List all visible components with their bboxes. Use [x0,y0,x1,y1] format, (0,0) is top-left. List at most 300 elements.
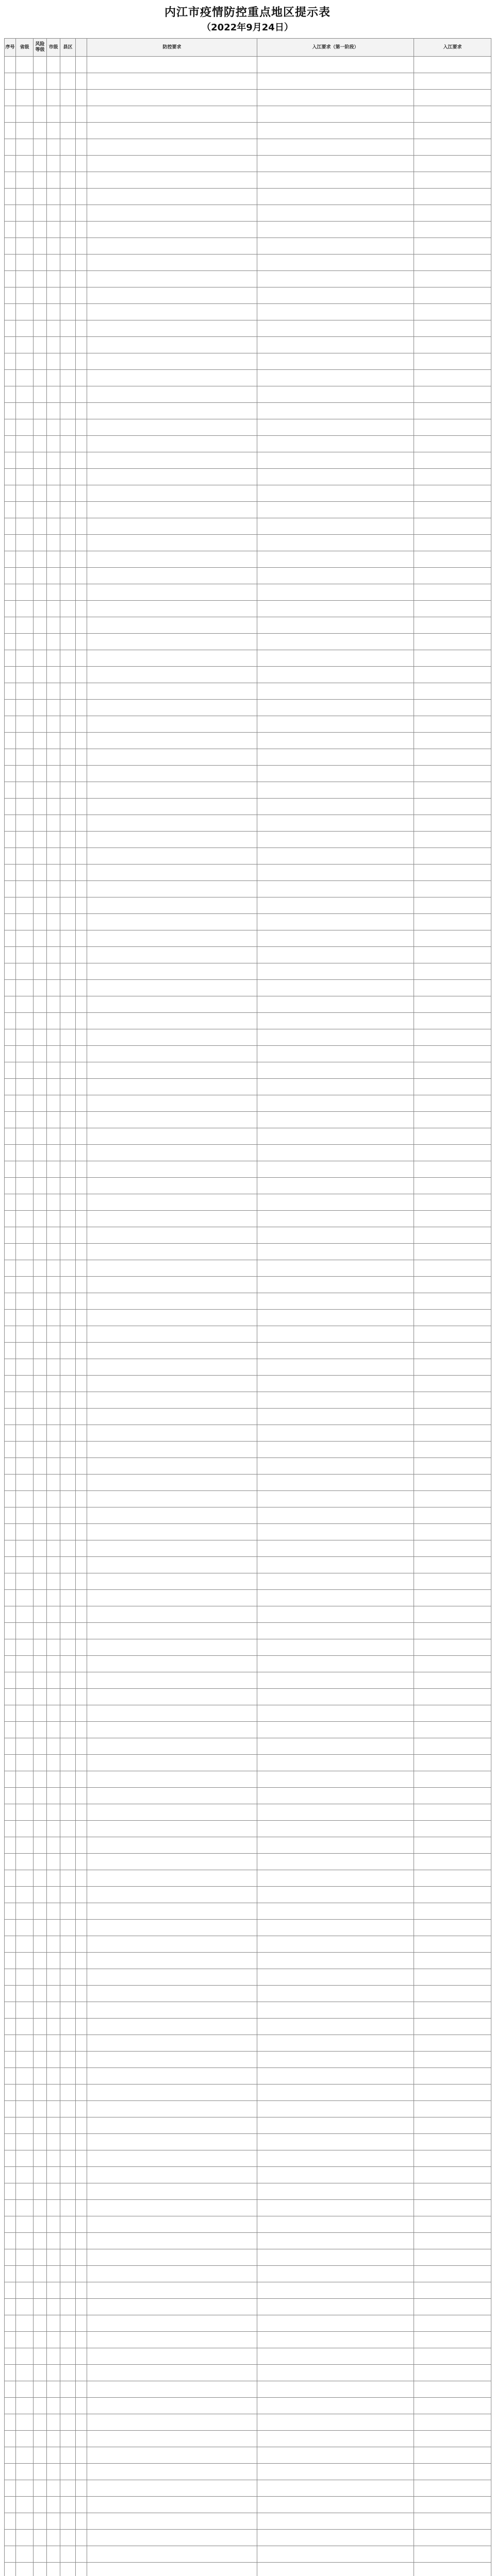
cell-entry-requirements [414,1029,491,1046]
table-row [5,2299,491,2315]
cell-entry-requirements-phase-one [257,57,414,73]
cell-control-measures [87,1128,257,1145]
cell-extra [76,1095,87,1112]
cell-entry-requirements-phase-one [257,930,414,947]
cell-index [5,238,16,255]
cell-entry-requirements-phase-one [257,156,414,172]
cell-entry-requirements [414,1227,491,1244]
cell-entry-requirements [414,2546,491,2563]
cell-extra [76,370,87,386]
cell-entry-requirements-phase-one [257,1606,414,1623]
table-row [5,914,491,930]
cell-entry-requirements [414,386,491,403]
cell-risk-level [34,1788,47,1804]
table-row [5,1310,491,1326]
cell-extra [76,2134,87,2150]
cell-city [47,1854,60,1870]
table-row [5,1211,491,1227]
cell-city [47,2150,60,2167]
table-row [5,1293,491,1310]
cell-province [16,568,34,584]
cell-control-measures [87,1491,257,1507]
cell-city [47,353,60,370]
cell-risk-level [34,1343,47,1359]
cell-risk-level [34,2002,47,2019]
cell-index [5,2480,16,2497]
table-row [5,419,491,436]
cell-risk-level [34,1606,47,1623]
cell-province [16,1986,34,2002]
cell-entry-requirements-phase-one [257,1326,414,1343]
cell-province [16,1227,34,1244]
cell-risk-level [34,172,47,189]
cell-entry-requirements [414,1079,491,1095]
cell-control-measures [87,370,257,386]
cell-entry-requirements-phase-one [257,320,414,337]
cell-control-measures [87,452,257,469]
cell-risk-level [34,518,47,535]
cell-entry-requirements [414,1277,491,1293]
cell-extra [76,2513,87,2530]
cell-entry-requirements [414,2117,491,2134]
cell-province [16,1277,34,1293]
cell-entry-requirements-phase-one [257,848,414,865]
cell-entry-requirements-phase-one [257,1310,414,1326]
cell-extra [76,1079,87,1095]
cell-control-measures [87,1722,257,1738]
cell-index [5,1409,16,1425]
cell-entry-requirements [414,2530,491,2546]
cell-entry-requirements-phase-one [257,1062,414,1079]
cell-province [16,205,34,222]
cell-county [60,1013,76,1029]
cell-province [16,2035,34,2052]
cell-city [47,1771,60,1788]
cell-city [47,782,60,799]
cell-province [16,2167,34,2183]
cell-province [16,2052,34,2068]
cell-risk-level [34,1936,47,1953]
table-row [5,1524,491,1540]
cell-control-measures [87,1623,257,1639]
cell-county [60,1227,76,1244]
cell-extra [76,1326,87,1343]
cell-county [60,1046,76,1062]
cell-entry-requirements-phase-one [257,304,414,320]
cell-index [5,865,16,881]
table-row [5,1540,491,1557]
cell-entry-requirements-phase-one [257,2414,414,2431]
cell-extra [76,634,87,650]
cell-county [60,683,76,700]
cell-index [5,1870,16,1887]
cell-entry-requirements-phase-one [257,1755,414,1771]
cell-index [5,2249,16,2266]
cell-entry-requirements [414,2216,491,2233]
table-row [5,1013,491,1029]
cell-city [47,1326,60,1343]
cell-control-measures [87,716,257,733]
cell-entry-requirements-phase-one [257,716,414,733]
cell-entry-requirements [414,1409,491,1425]
cell-province [16,749,34,766]
cell-index [5,601,16,617]
cell-entry-requirements-phase-one [257,584,414,601]
cell-risk-level [34,568,47,584]
cell-control-measures [87,1046,257,1062]
cell-control-measures [87,304,257,320]
cell-county [60,271,76,287]
cell-extra [76,2315,87,2332]
cell-risk-level [34,304,47,320]
cell-province [16,1491,34,1507]
cell-risk-level [34,2052,47,2068]
cell-index [5,1689,16,1705]
cell-county [60,485,76,502]
cell-risk-level [34,1029,47,1046]
cell-entry-requirements [414,222,491,238]
cell-city [47,2134,60,2150]
cell-province [16,2002,34,2019]
cell-county [60,584,76,601]
cell-city [47,2249,60,2266]
cell-index [5,1046,16,1062]
cell-extra [76,1475,87,1491]
table-row [5,2068,491,2084]
cell-province [16,1425,34,1442]
cell-province [16,1689,34,1705]
cell-index [5,1425,16,1442]
cell-entry-requirements-phase-one [257,1920,414,1936]
cell-entry-requirements-phase-one [257,337,414,353]
cell-entry-requirements-phase-one [257,2134,414,2150]
cell-province [16,947,34,963]
cell-county [60,2150,76,2167]
cell-city [47,2530,60,2546]
cell-entry-requirements-phase-one [257,1475,414,1491]
cell-county [60,2464,76,2480]
table-row [5,1376,491,1392]
cell-province [16,1376,34,1392]
table-row [5,1491,491,1507]
cell-extra [76,106,87,123]
cell-index [5,1359,16,1376]
cell-risk-level [34,914,47,930]
cell-entry-requirements [414,156,491,172]
cell-extra [76,2249,87,2266]
cell-county [60,1557,76,1573]
cell-city [47,386,60,403]
table-row [5,2365,491,2381]
cell-entry-requirements-phase-one [257,1112,414,1128]
cell-city [47,156,60,172]
cell-extra [76,1837,87,1854]
cell-county [60,1953,76,1969]
cell-county [60,1458,76,1475]
cell-city [47,766,60,782]
cell-city [47,897,60,914]
cell-entry-requirements [414,1112,491,1128]
table-row [5,2315,491,2332]
cell-risk-level [34,2019,47,2035]
cell-control-measures [87,1211,257,1227]
cell-county [60,1507,76,1524]
cell-index [5,2068,16,2084]
cell-index [5,287,16,304]
cell-entry-requirements-phase-one [257,1392,414,1409]
cell-control-measures [87,1376,257,1392]
table-row [5,2101,491,2117]
cell-index [5,2513,16,2530]
cell-province [16,848,34,865]
cell-risk-level [34,650,47,667]
cell-risk-level [34,1359,47,1376]
cell-county [60,963,76,980]
cell-entry-requirements [414,353,491,370]
cell-province [16,799,34,815]
cell-province [16,1953,34,1969]
cell-extra [76,897,87,914]
cell-city [47,2052,60,2068]
cell-province [16,255,34,271]
cell-province [16,2150,34,2167]
cell-county [60,1821,76,1837]
cell-entry-requirements [414,2315,491,2332]
column-header-index: 序号 [5,39,16,57]
cell-risk-level [34,1013,47,1029]
cell-city [47,683,60,700]
table-body [5,57,491,2576]
cell-risk-level [34,1458,47,1475]
cell-entry-requirements [414,1788,491,1804]
table-row [5,897,491,914]
cell-city [47,2233,60,2249]
cell-control-measures [87,601,257,617]
cell-risk-level [34,2513,47,2530]
cell-extra [76,2052,87,2068]
table-row [5,2447,491,2464]
cell-index [5,1821,16,1837]
cell-control-measures [87,1326,257,1343]
cell-entry-requirements-phase-one [257,1557,414,1573]
cell-province [16,1343,34,1359]
cell-province [16,1623,34,1639]
cell-entry-requirements [414,1310,491,1326]
cell-county [60,1211,76,1227]
cell-risk-level [34,2447,47,2464]
cell-city [47,1458,60,1475]
cell-entry-requirements-phase-one [257,1821,414,1837]
table-row [5,485,491,502]
cell-entry-requirements [414,733,491,749]
cell-entry-requirements-phase-one [257,601,414,617]
cell-entry-requirements [414,1821,491,1837]
cell-county [60,1870,76,1887]
cell-extra [76,205,87,222]
cell-city [47,947,60,963]
cell-control-measures [87,1062,257,1079]
cell-entry-requirements [414,2282,491,2299]
cell-province [16,436,34,452]
cell-city [47,1178,60,1194]
cell-index [5,1161,16,1178]
cell-entry-requirements-phase-one [257,436,414,452]
cell-entry-requirements-phase-one [257,2431,414,2447]
cell-index [5,749,16,766]
cell-province [16,271,34,287]
cell-control-measures [87,2513,257,2530]
cell-city [47,1672,60,1689]
cell-index [5,766,16,782]
cell-county [60,2117,76,2134]
cell-control-measures [87,2216,257,2233]
cell-entry-requirements-phase-one [257,617,414,634]
table-row [5,1969,491,1986]
table-row [5,2381,491,2398]
cell-risk-level [34,1870,47,1887]
cell-control-measures [87,2546,257,2563]
cell-province [16,2266,34,2282]
cell-control-measures [87,222,257,238]
cell-province [16,1392,34,1409]
table-row [5,452,491,469]
cell-county [60,733,76,749]
cell-risk-level [34,1854,47,1870]
cell-extra [76,2084,87,2101]
cell-extra [76,2299,87,2315]
cell-control-measures [87,996,257,1013]
cell-city [47,2513,60,2530]
cell-extra [76,2167,87,2183]
cell-entry-requirements [414,980,491,996]
cell-entry-requirements [414,848,491,865]
table-row [5,1343,491,1359]
cell-entry-requirements [414,1590,491,1606]
cell-city [47,1475,60,1491]
table-row [5,601,491,617]
cell-county [60,1689,76,1705]
table-row [5,2200,491,2216]
cell-entry-requirements-phase-one [257,963,414,980]
cell-extra [76,1639,87,1656]
cell-control-measures [87,2052,257,2068]
cell-control-measures [87,667,257,683]
cell-county [60,1656,76,1672]
cell-entry-requirements [414,2563,491,2576]
cell-extra [76,337,87,353]
cell-risk-level [34,634,47,650]
cell-index [5,485,16,502]
cell-entry-requirements-phase-one [257,123,414,139]
cell-entry-requirements-phase-one [257,815,414,832]
table-row [5,1986,491,2002]
cell-extra [76,716,87,733]
cell-province [16,2101,34,2117]
cell-entry-requirements-phase-one [257,1705,414,1722]
cell-extra [76,1920,87,1936]
cell-extra [76,832,87,848]
cell-risk-level [34,2563,47,2576]
cell-entry-requirements [414,2464,491,2480]
table-row [5,1442,491,1458]
cell-city [47,568,60,584]
cell-extra [76,1211,87,1227]
cell-province [16,419,34,436]
cell-risk-level [34,287,47,304]
cell-index [5,832,16,848]
document-header [4,4,491,34]
cell-province [16,1672,34,1689]
cell-extra [76,535,87,551]
cell-control-measures [87,584,257,601]
cell-control-measures [87,1409,257,1425]
cell-entry-requirements-phase-one [257,1376,414,1392]
cell-index [5,650,16,667]
cell-risk-level [34,1705,47,1722]
cell-risk-level [34,1590,47,1606]
table-row [5,2216,491,2233]
cell-county [60,189,76,205]
cell-county [60,897,76,914]
cell-control-measures [87,2563,257,2576]
cell-entry-requirements-phase-one [257,2365,414,2381]
cell-extra [76,2019,87,2035]
cell-extra [76,238,87,255]
cell-county [60,2068,76,2084]
cell-risk-level [34,897,47,914]
document-date: （2022年9月24日） [202,22,293,33]
cell-extra [76,1788,87,1804]
table-row [5,1557,491,1573]
table-row [5,551,491,568]
cell-risk-level [34,617,47,634]
table-row [5,2266,491,2282]
cell-extra [76,1755,87,1771]
table-row [5,2117,491,2134]
cell-extra [76,1557,87,1573]
cell-entry-requirements-phase-one [257,1359,414,1376]
cell-county [60,1788,76,1804]
cell-risk-level [34,2332,47,2348]
cell-entry-requirements [414,2101,491,2117]
cell-index [5,1013,16,1029]
cell-risk-level [34,815,47,832]
cell-control-measures [87,2068,257,2084]
table-row [5,2167,491,2183]
cell-control-measures [87,881,257,897]
cell-risk-level [34,2167,47,2183]
cell-extra [76,881,87,897]
cell-county [60,106,76,123]
cell-risk-level [34,700,47,716]
cell-entry-requirements [414,1639,491,1656]
cell-county [60,2282,76,2299]
cell-entry-requirements [414,799,491,815]
cell-province [16,106,34,123]
cell-city [47,1013,60,1029]
cell-entry-requirements [414,749,491,766]
cell-entry-requirements [414,1359,491,1376]
cell-province [16,2447,34,2464]
cell-city [47,2002,60,2019]
cell-risk-level [34,1804,47,1821]
cell-county [60,2084,76,2101]
cell-entry-requirements [414,617,491,634]
cell-entry-requirements [414,1376,491,1392]
cell-province [16,452,34,469]
table-row [5,1755,491,1771]
cell-index [5,1293,16,1310]
